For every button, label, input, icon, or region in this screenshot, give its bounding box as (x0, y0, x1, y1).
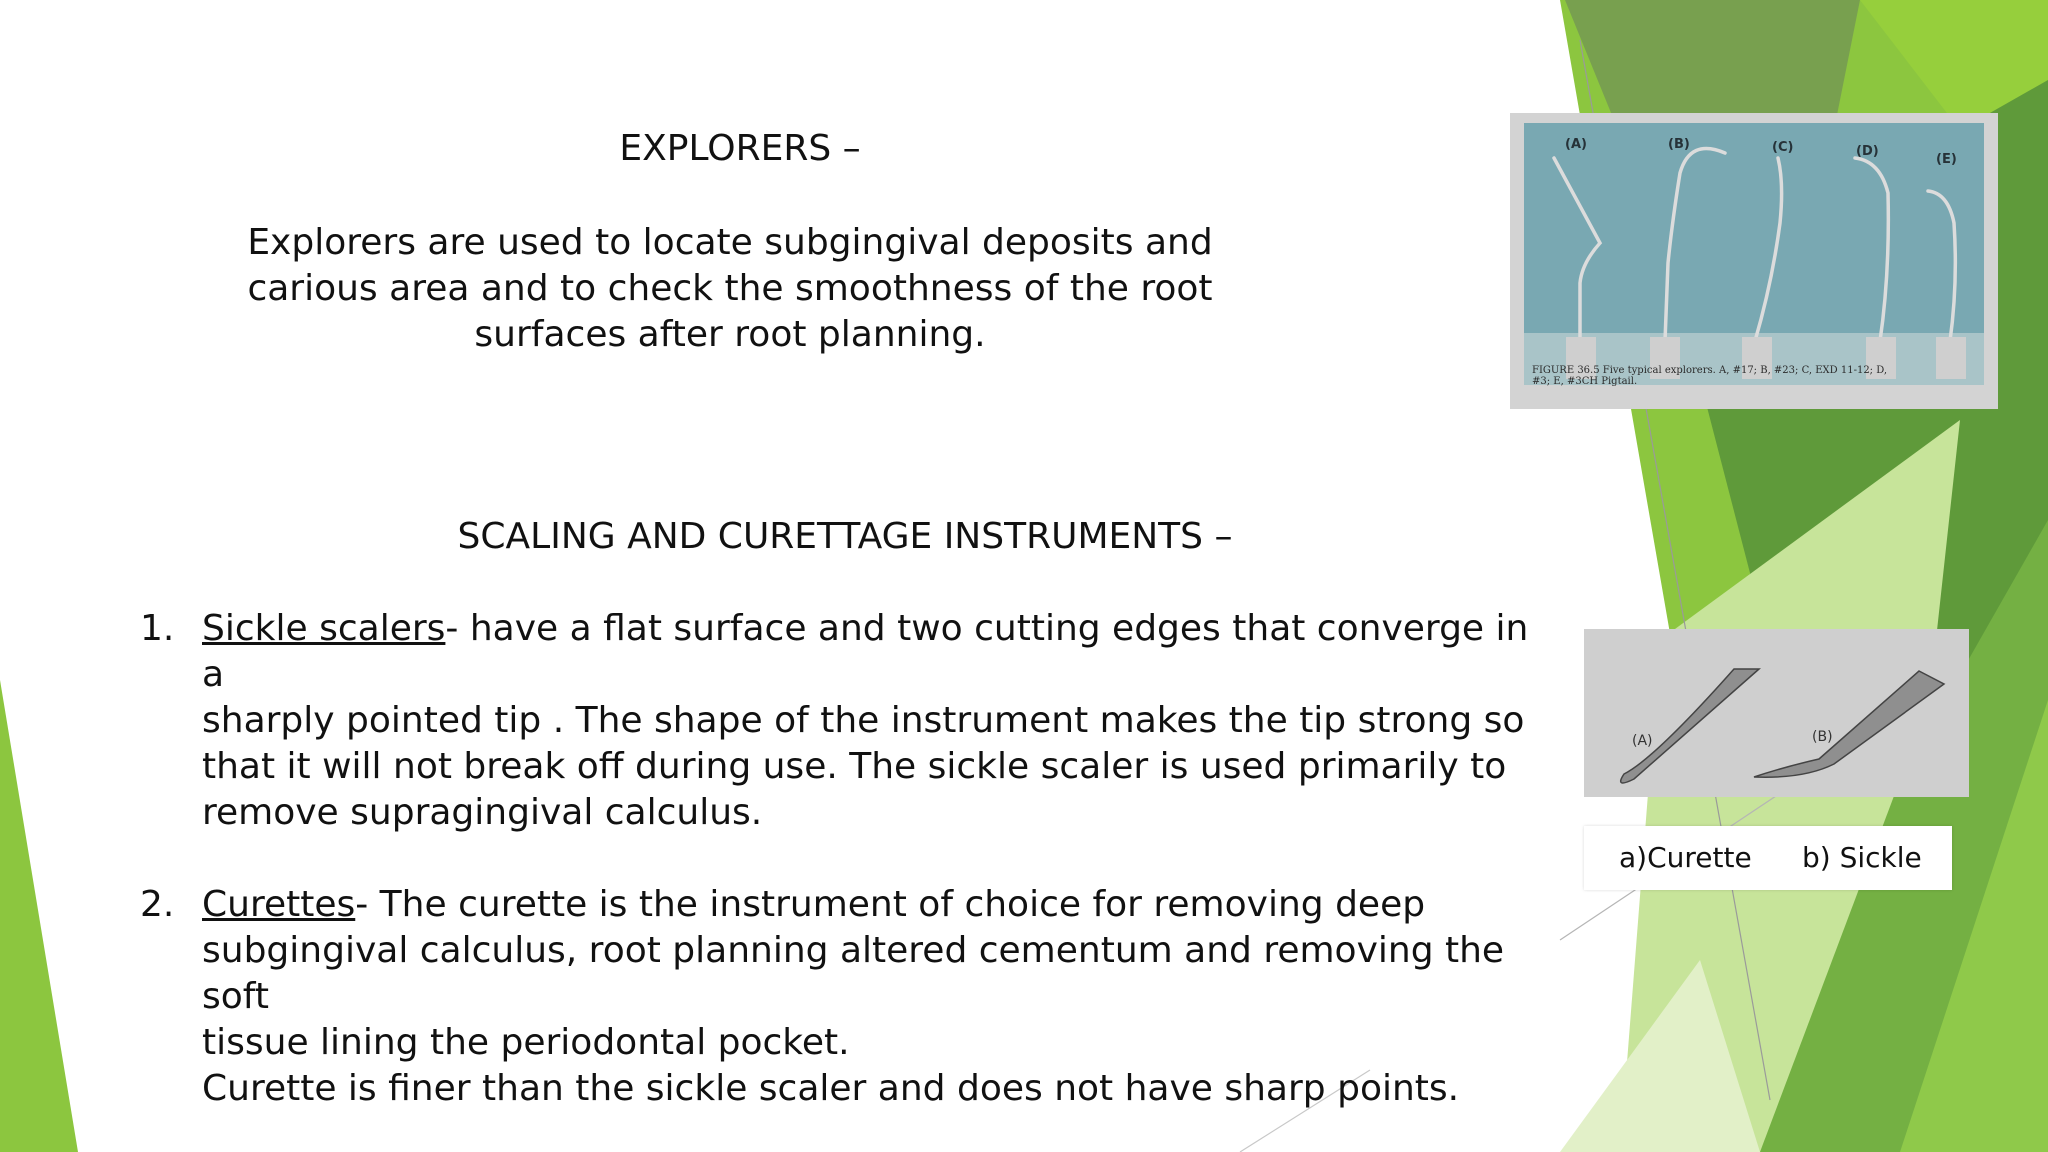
explorers-photo-drawing (1510, 113, 1998, 409)
explorers-photo (1510, 113, 1998, 409)
scaler-label-a: (A) (1632, 733, 1653, 749)
label-b: (B) (1668, 137, 1690, 152)
item-line: tissue lining the periodontal pocket. (202, 1022, 850, 1063)
scaling-title: SCALING AND CURETTAGE INSTRUMENTS – (457, 516, 1233, 557)
list-item-curettes (140, 882, 1540, 1112)
explorers-line-3: surfaces after root planning. (474, 314, 986, 355)
term-curettes: Curettes (202, 884, 356, 925)
explorers-title: EXPLORERS – (619, 128, 861, 169)
explorers-line-2: carious area and to check the smoothness of the root (247, 268, 1213, 309)
item-line: - have a flat surface and two cutting edges that converge in a (202, 608, 1529, 695)
scalers-photo (1584, 629, 1969, 797)
explorers-line-1: Explorers are used to locate subgingival deposits and (247, 222, 1213, 263)
scaler-label-b: (B) (1812, 729, 1833, 745)
label-a: (A) (1565, 137, 1587, 152)
list-number: 2. (140, 884, 175, 925)
item-line: sharply pointed tip . The shape of the instrument makes the tip strong so (202, 700, 1525, 741)
figure-caption-line-1: FIGURE 36.5 Five typical explorers. A, #17; B, #23; C, EXD 11-12; D, (1532, 365, 1888, 376)
caption-curette: a)Curette (1619, 841, 1752, 874)
label-e: (E) (1936, 152, 1957, 167)
scalers-photo-drawing (1584, 629, 1969, 797)
item-line: - The curette is the instrument of choice for removing deep (355, 884, 1426, 925)
list-number: 1. (140, 608, 175, 649)
explorer-handle (1936, 337, 1966, 379)
term-sickle-scalers: Sickle scalers (202, 608, 446, 649)
instrument-list (140, 606, 1540, 1112)
item-line: subgingival calculus, root planning altered cementum and removing the soft (202, 930, 1505, 1017)
item-line: that it will not break off during use. The sickle scaler is used primarily to (202, 746, 1507, 787)
explorers-paragraph (240, 220, 1220, 358)
label-d: (D) (1856, 144, 1879, 159)
item-line: remove supragingival calculus. (202, 792, 763, 833)
list-item-sickle-scalers (140, 606, 1540, 836)
figure-caption-line-2: #3; E, #3CH Pigtail. (1532, 376, 1638, 387)
scalers-caption-box (1584, 826, 1952, 890)
item-line: Curette is finer than the sickle scaler and does not have sharp points. (202, 1068, 1460, 1109)
label-c: (C) (1772, 140, 1794, 155)
caption-sickle: b) Sickle (1802, 841, 1922, 874)
